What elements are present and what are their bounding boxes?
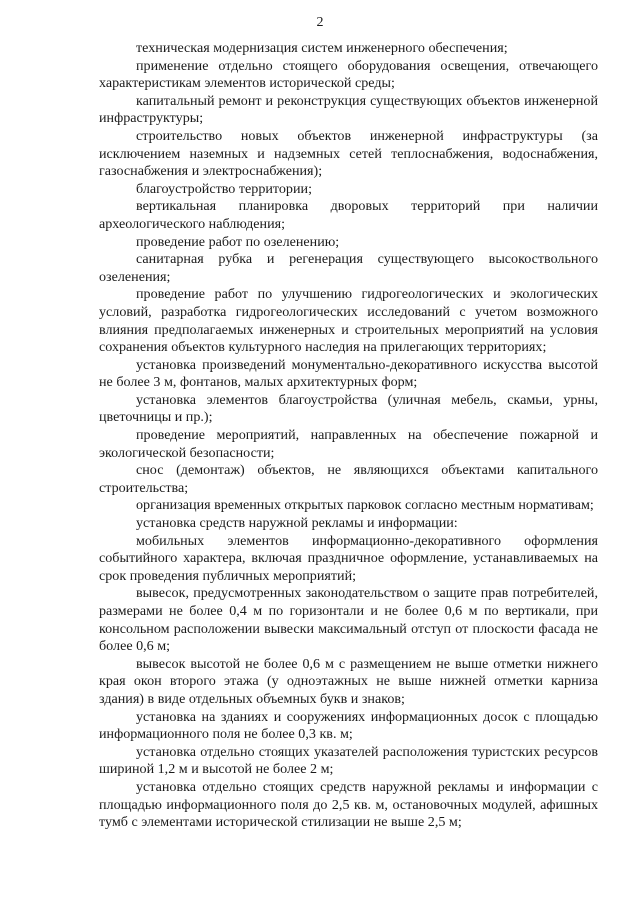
list-item: применение отдельно стоящего оборудования освещения, отвечающего характеристикам элементов исторической среды; [99,57,598,92]
list-item: установка отдельно стоящих средств наружной рекламы и информации с площадью информационного поля до 2,5 кв. м, остановочных модулей, афишных тумб с элементами исторической стилизации не выше 2,5 м; [99,778,598,831]
document-body [99,40,598,832]
list-item: проведение работ по улучшению гидрогеологических и экологических условий, разработка гидрогеологических исследований с учетом возможного влияния предполагаемых инженерных и строительных мероприятий на условия сохранения объектов культурного наследия на прилегающих территориях; [99,286,598,356]
list-item: техническая модернизация систем инженерного обеспечения; [136,40,508,56]
list-item: установка отдельно стоящих указателей расположения туристских ресурсов шириной 1,2 м и высотой не более 2 м; [99,743,598,778]
list-item: благоустройство территории; [136,180,312,197]
list-item: строительство новых объектов инженерной инфраструктуры (за исключением наземных и надземных сетей теплоснабжения, водоснабжения, газоснабжения и электроснабжения); [99,127,598,180]
list-item: проведение мероприятий, направленных на обеспечение пожарной и экологической безопасности; [99,427,598,461]
list-item: мобильных элементов информационно-декоративного оформления событийного характера, включая праздничное оформление, устанавливаемых на срок проведения публичных мероприятий; [99,532,598,584]
list-item: проведение работ по озеленению; [136,233,340,250]
list-item: капитальный ремонт и реконструкция существующих объектов инженерной инфраструктуры; [99,92,598,127]
list-item: установка средств наружной рекламы и информации: [136,515,458,532]
list-item: установка произведений монументально-декоративного искусства высотой не более 3 м, фонтанов, малых архитектурных форм; [99,356,598,391]
list-item: вывесок, предусмотренных законодательством о защите прав потребителей, размерами не более 0,4 м по горизонтали и не более 0,6 м по вертикали, при консольном расположении вывески максимальный отступ от плоскости фасада не более 0,6 м; [99,585,598,655]
list-item: вывесок высотой не более 0,6 м с размещением не выше отметки нижнего края окон второго этажа (у одноэтажных не выше нижней отметки карниза здания) в виде отдельных объемных букв и знаков; [99,655,598,707]
list-item: организация временных открытых парковок согласно местным нормативам; [136,497,594,514]
list-item: вертикальная планировка дворовых территорий при наличии археологического наблюдения; [99,198,598,232]
list-item: снос (демонтаж) объектов, не являющихся объектами капитального строительства; [99,462,598,496]
list-item: установка на зданиях и сооружениях информационных досок с площадью информационного поля не более 0,3 кв. м; [99,708,598,743]
page-number: 2 [316,15,324,30]
list-item: установка элементов благоустройства (уличная мебель, скамьи, урны, цветочницы и пр.); [99,391,598,426]
list-item: санитарная рубка и регенерация существующего высокоствольного озеленения; [99,251,598,285]
